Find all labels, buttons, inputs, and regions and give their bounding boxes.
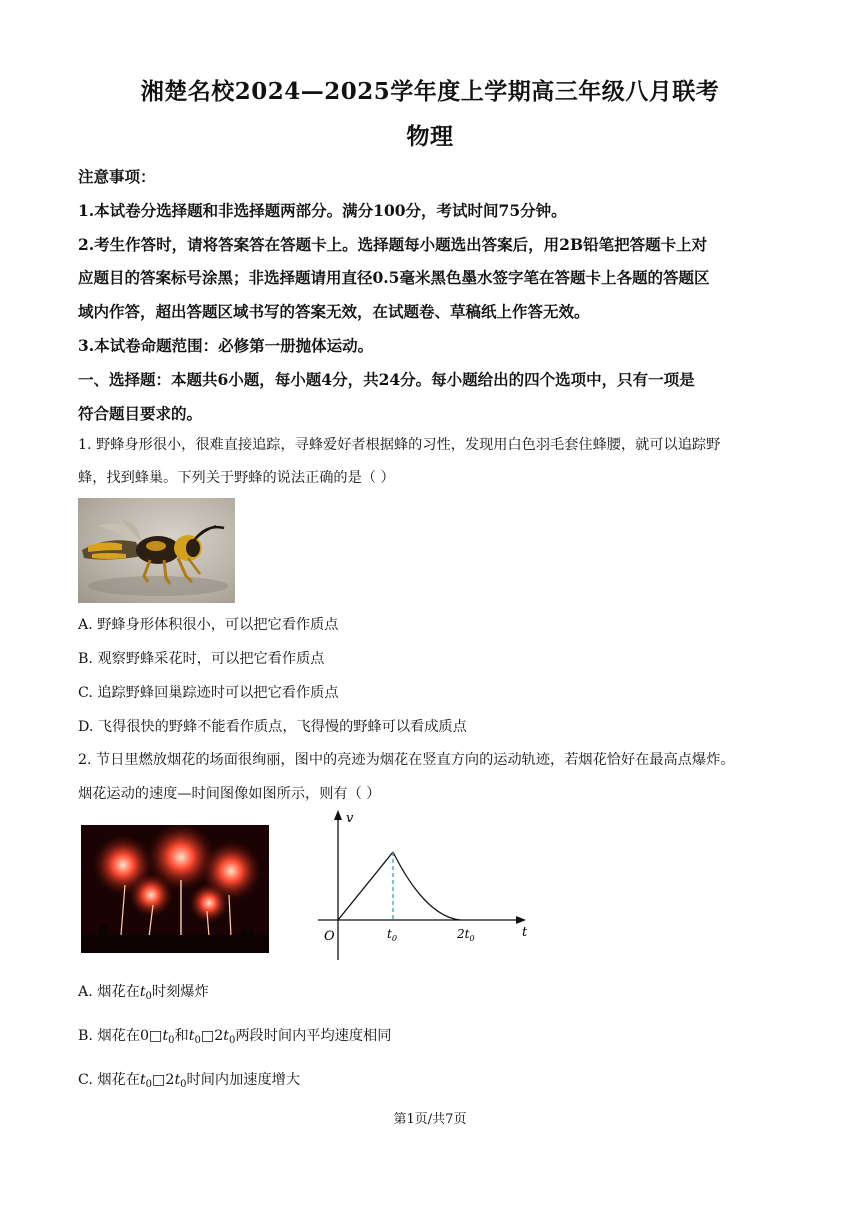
q2-option-b: B. 烟花在$0□t_0$和$t_0□2t_0$两段时间内平均速度相同 — [78, 1028, 392, 1046]
q2-stem-line1: 2. 节日里燃放烟花的场面很绚丽，图中的亮迹为烟花在竖直方向的运动轨迹，若烟花恰好在最高点爆炸。 — [78, 752, 735, 768]
notes-item-2-line3: 域内作答，超出答题区域书写的答案无效，在试题卷、草稿纸上作答无效。 — [78, 302, 590, 321]
q1-option-a: A. 野蜂身形体积很小，可以把它看作质点 — [78, 617, 339, 633]
notes-item-2-line1: 2.考生作答时，请将答案答在答题卡上。选择题每小题选出答案后，用2B铅笔把答题卡上对 — [78, 235, 708, 254]
t-axis-label: t — [522, 925, 528, 940]
subject-title: 物理 — [406, 123, 454, 150]
q1-option-b: B. 观察野蜂采花时，可以把它看作质点 — [78, 651, 325, 667]
2t0-tick-label: $2t_0$ — [457, 927, 475, 943]
v-axis-arrow — [334, 810, 342, 820]
notes-item-3: 3.本试卷命题范围：必修第一册抛体运动。 — [78, 336, 374, 355]
q1-stem-line2: 蜂，找到蜂巢。下列关于野蜂的说法正确的是（ ） — [78, 470, 395, 486]
exam-title: 湘楚名校2024—2025学年度上学期高三年级八月联考 — [140, 78, 720, 105]
wasp-illustration — [78, 498, 235, 603]
falling-curve — [393, 852, 460, 920]
wasp-photo — [78, 498, 235, 603]
q1-option-c: C. 追踪野蜂回巢踪迹时可以把它看作质点 — [78, 685, 339, 701]
rising-segment — [338, 852, 393, 920]
q1-stem-line1: 1. 野蜂身形很小，很难直接追踪，寻蜂爱好者根据蜂的习性，发现用白色羽毛套住蜂腰，就可以追踪野 — [78, 437, 721, 453]
notes-heading: 注意事项： — [78, 167, 156, 186]
section1-line1: 一、选择题：本题共6小题，每小题4分，共24分。每小题给出的四个选项中，只有一项是 — [78, 370, 695, 389]
fireworks-illustration — [81, 825, 269, 953]
q2-option-a: A. 烟花在$t_0$时刻爆炸 — [78, 984, 209, 1002]
t0-tick-label: $t_0$ — [387, 927, 397, 943]
v-axis-label: v — [346, 811, 354, 826]
q2-option-c: C. 烟花在$t_0□2t_0$时间内加速度增大 — [78, 1072, 301, 1090]
page-footer: 第1页/共7页 — [393, 1112, 467, 1127]
fireworks-photo — [81, 825, 269, 953]
origin-label: O — [324, 929, 335, 944]
notes-item-2-line2: 应题目的答案标号涂黑；非选择题请用直径0.5毫米黑色墨水签字笔在答题卡上各题的答题区 — [78, 268, 710, 287]
velocity-time-graph — [300, 808, 540, 972]
vt-graph-svg — [300, 808, 540, 968]
q1-option-d: D. 飞得很快的野蜂不能看作质点，飞得慢的野蜂可以看成质点 — [78, 719, 467, 735]
q2-stem-line2: 烟花运动的速度—时间图像如图所示，则有（ ） — [78, 786, 381, 802]
t-axis-arrow — [516, 916, 526, 924]
section1-line2: 符合题目要求的。 — [78, 404, 203, 423]
notes-item-1: 1.本试卷分选择题和非选择题两部分。满分100分，考试时间75分钟。 — [78, 201, 567, 220]
